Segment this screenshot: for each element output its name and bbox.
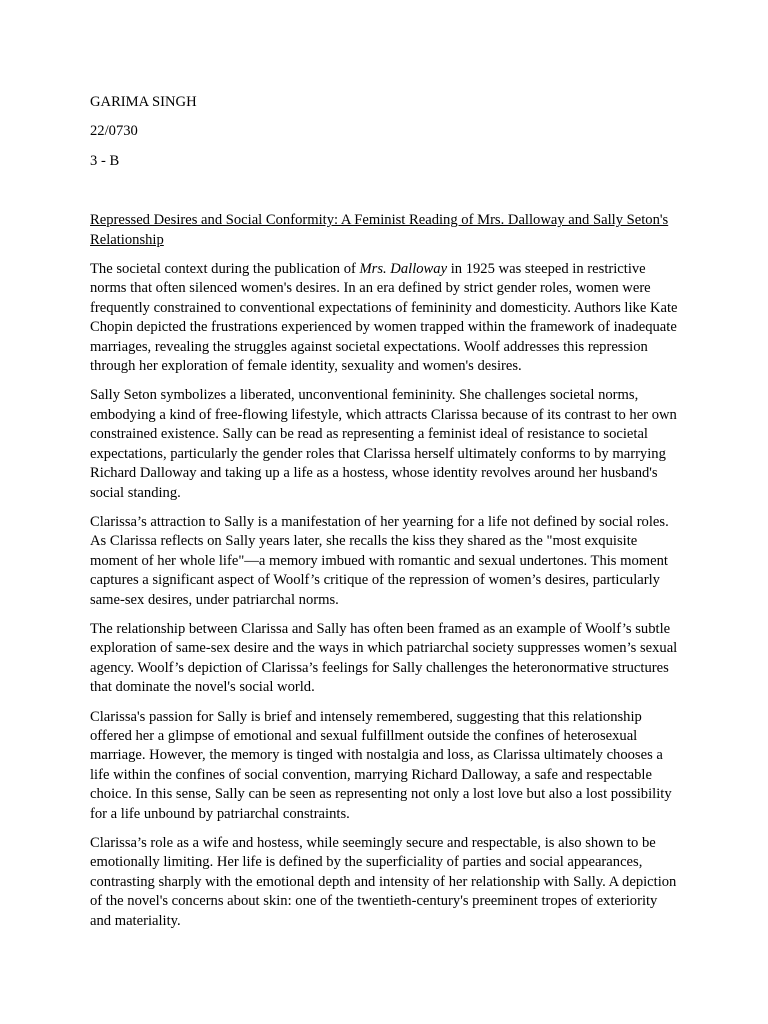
spacer [90, 181, 680, 211]
paragraph-4: The relationship between Clarissa and Sally has often been framed as an example of Woolf’s subtle exploration of same-sex desire and the ways in which patriarchal society suppresses women’s sexual agency. Woolf’s depiction of Clarissa’s feelings for Sally challenges the heteronormative structures that dominate the novel's social world. [90, 620, 678, 696]
paragraph-1 [90, 260, 680, 376]
paragraph-6: Clarissa’s role as a wife and hostess, while seemingly secure and respectable, is also shown to be emotionally limiting. Her life is defined by the superficiality of parties and social appearances, contrasting sharply with the emotional depth and intensity of her relationship with Sally. A depiction of the novel's concerns about skin: one of the twentieth-century's preeminent tropes of exteriority and materiality. [90, 835, 677, 929]
paragraph-1-start: The societal context during the publication of [90, 261, 360, 278]
author-name: GARIMA SINGH [90, 94, 197, 110]
paragraph-2: Sally Seton symbolizes a liberated, unconventional femininity. She challenges societal norms, embodying a kind of free-flowing lifestyle, which attracts Clarissa because of its contrast to her own constrained existence. Sally can be read as representing a feminist ideal of resistance to societal expectations, particularly the gender roles that Clarissa herself ultimately conforms to by marrying Richard Dalloway and taking up a life as a hostess, whose identity revolves around her husband's social standing. [90, 387, 677, 501]
essay-title: Repressed Desires and Social Conformity: A Feminist Reading of Mrs. Dalloway and Sally Seton's Relationship [90, 212, 669, 248]
paragraph-1-end: in 1925 was steeped in restrictive norms that often silenced women's desires. In an era defined by strict gender roles, women were frequently constrained to conventional expectations of femininity and domesticity. Authors like Kate Chopin depicted the frustrations experienced by women trapped within the framework of inadequate marriages, revealing the struggles against societal expectations. Woolf addresses this repression through her exploration of female identity, sexuality and women's desires. [90, 261, 678, 375]
class-section: 3 - B [90, 152, 120, 169]
paragraph-5: Clarissa's passion for Sally is brief and intensely remembered, suggesting that this relationship offered her a glimpse of emotional and sexual fulfillment outside the confines of heterosexual marriage. However, the memory is tinged with nostalgia and loss, as Clarissa ultimately chooses a life within the confines of social convention, marrying Richard Dalloway, a safe and respectable choice. In this sense, Sally can be seen as representing not only a lost love but also a lost possibility for a life unbound by patriarchal constraints. [90, 708, 672, 822]
paragraph-3: Clarissa’s attraction to Sally is a manifestation of her yearning for a life not defined by social roles. As Clarissa reflects on Sally years later, she recalls the kiss they shared as the "most exquisite moment of her whole life"—a memory imbued with romantic and sexual undertones. This moment captures a significant aspect of Woolf’s critique of the repression of women’s desires, particularly same-sex desires, under patriarchal norms. [90, 513, 669, 608]
document-body [90, 93, 680, 941]
roll-number: 22/0730 [90, 123, 138, 140]
novel-title-italic: Mrs. Dalloway [359, 261, 448, 278]
